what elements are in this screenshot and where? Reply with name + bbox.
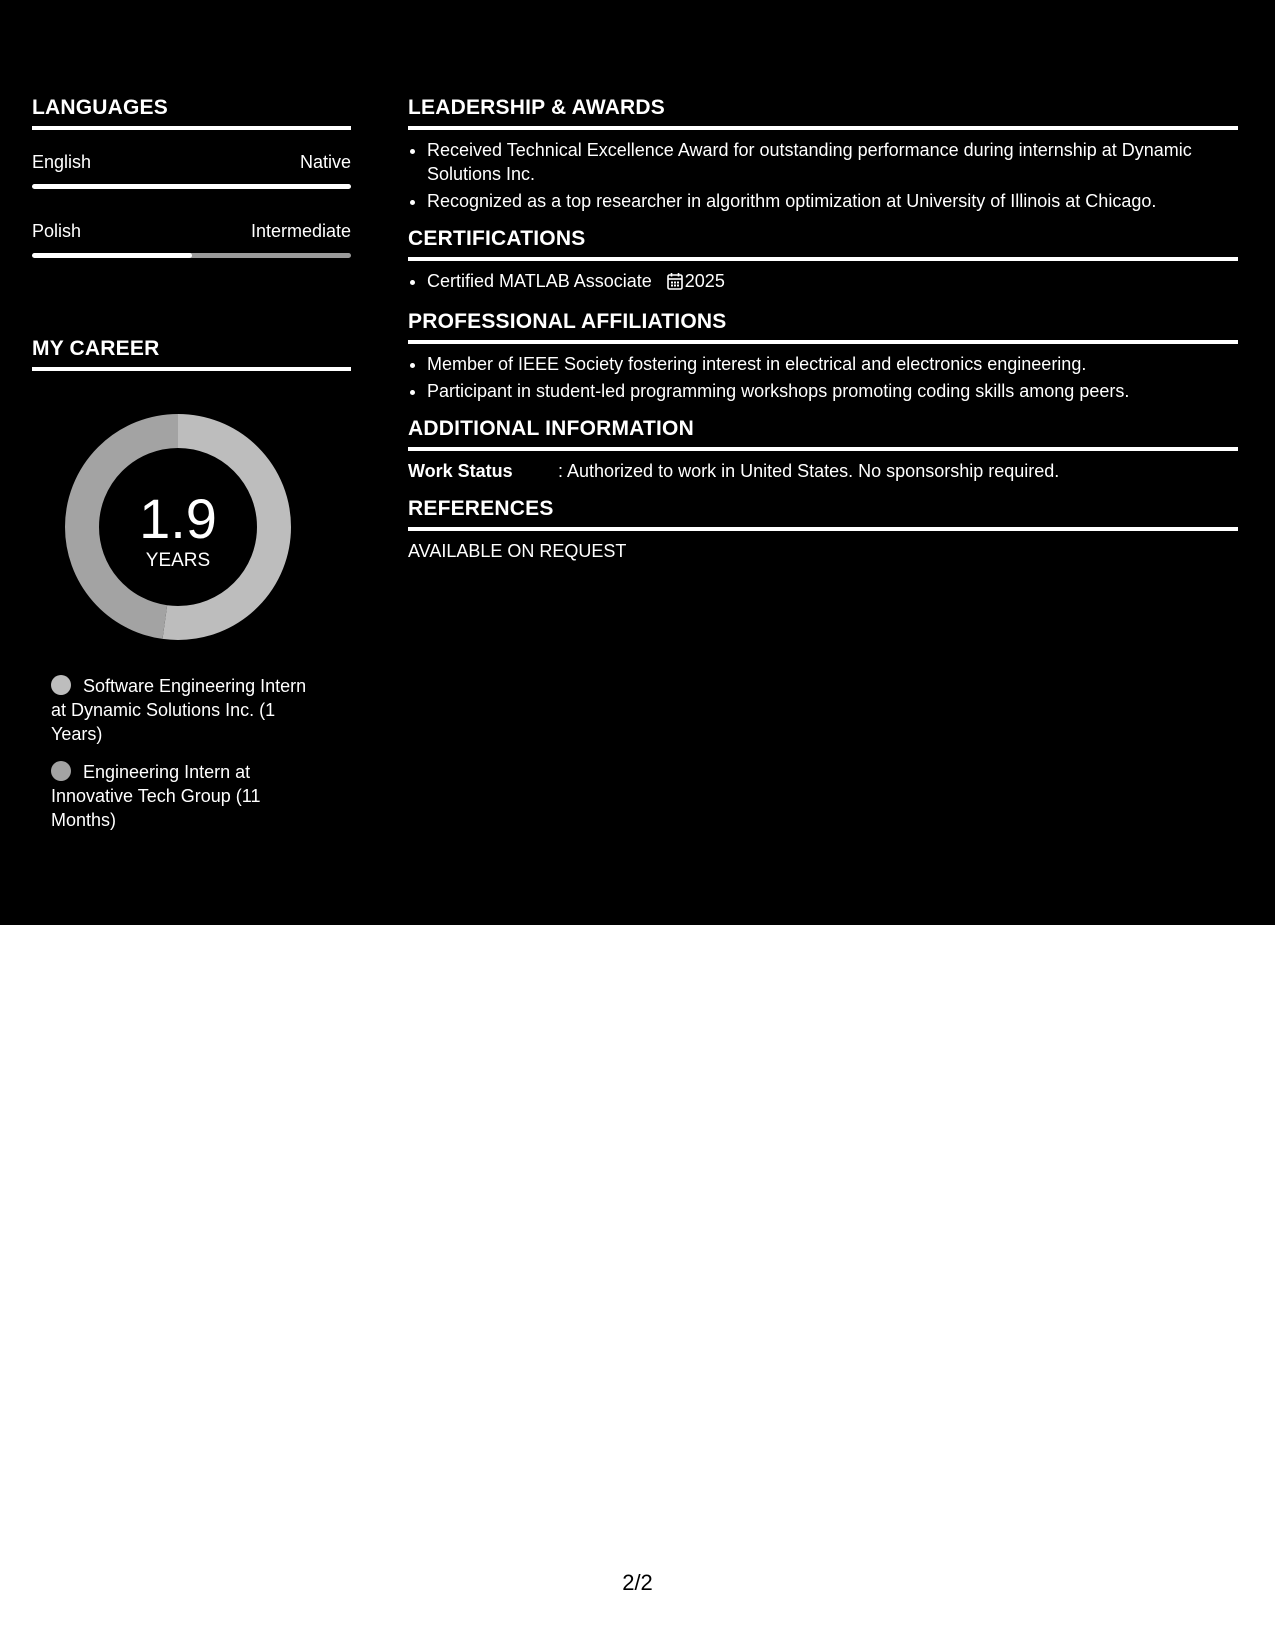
language-level: Native [299, 152, 351, 172]
leadership-section [408, 96, 1238, 213]
additional-info-section [408, 417, 1238, 483]
language-proficiency-bar [32, 184, 351, 189]
career-legend [51, 674, 321, 846]
language-name: English [32, 152, 92, 172]
list-item: • Received Technical Excellence Award for outstanding performance during internship at Dynamic Solutions Inc. [427, 138, 1238, 186]
legend-dot-icon [51, 675, 71, 695]
page-number: 2/2 [622, 1570, 653, 1595]
career-heading: MY CAREER [32, 337, 351, 371]
language-proficiency-fill [32, 184, 351, 189]
work-status-label: Work Status [408, 461, 513, 481]
list-item: • Member of IEEE Society fostering interest in electrical and electronics engineering. [427, 352, 1238, 376]
certification-name: Certified MATLAB Associate [427, 271, 652, 291]
calendar-icon [667, 272, 683, 296]
work-status-value: : Authorized to work in United States. No sponsorship required. [558, 461, 1060, 481]
language-proficiency-bar [32, 253, 351, 258]
list-item: • Participant in student-led programming workshops promoting coding skills among peers. [427, 379, 1238, 403]
career-legend-item [51, 760, 321, 832]
references-heading: REFERENCES [408, 497, 1238, 531]
certification-year: 2025 [684, 271, 725, 291]
career-donut-chart [65, 414, 291, 640]
affiliations-section [408, 310, 1238, 403]
references-text: AVAILABLE ON REQUEST [408, 541, 627, 561]
career-total-value: 1.9 [139, 487, 217, 550]
right-column [408, 96, 1238, 577]
affiliations-list [408, 352, 1238, 403]
affiliations-heading: PROFESSIONAL AFFILIATIONS [408, 310, 1238, 344]
work-status-row [408, 459, 1238, 483]
career-role-label: Engineering Intern at Innovative Tech Group (11 Months) [51, 762, 261, 830]
certifications-section [408, 227, 1238, 296]
career-role-label: Software Engineering Intern at Dynamic Solutions Inc. (1 Years) [51, 676, 307, 744]
certifications-list [408, 269, 1238, 296]
language-proficiency-fill [32, 253, 192, 258]
leadership-heading: LEADERSHIP & AWARDS [408, 96, 1238, 130]
language-name: Polish [32, 221, 82, 241]
certification-item [427, 269, 1238, 296]
leadership-list [408, 138, 1238, 213]
legend-dot-icon [51, 761, 71, 781]
additional-info-heading: ADDITIONAL INFORMATION [408, 417, 1238, 451]
career-total-unit: YEARS [145, 550, 211, 571]
career-legend-item [51, 674, 321, 746]
list-item: • Recognized as a top researcher in algorithm optimization at University of Illinois at Chicago. [427, 189, 1238, 213]
references-section [408, 497, 1238, 563]
certifications-heading: CERTIFICATIONS [408, 227, 1238, 261]
language-level: Intermediate [250, 221, 351, 241]
languages-heading: LANGUAGES [32, 96, 351, 130]
